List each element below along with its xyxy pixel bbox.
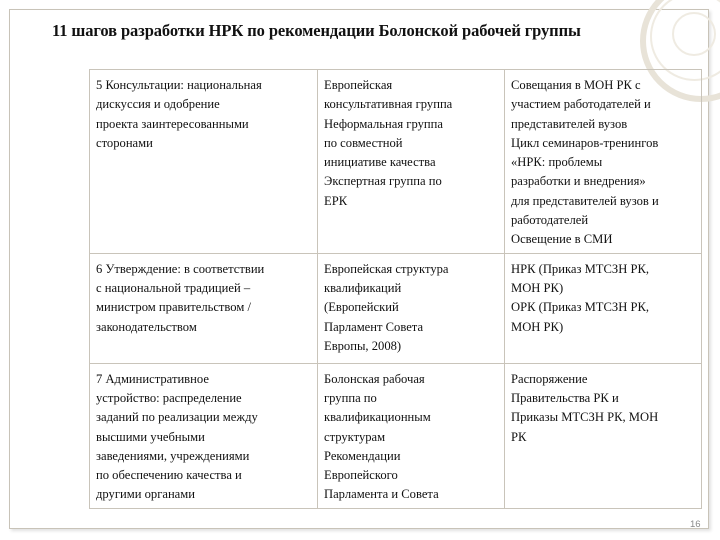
step-cell: 6 Утверждение: в соответствии с национальной традицией – министром правительством / законодательством xyxy=(90,253,318,363)
step-cell: 5 Консультации: национальная дискуссия и одобрение проекта заинтересованными сторонами xyxy=(90,70,318,254)
kazakhstan-cell: Распоряжение Правительства РК и Приказы МТСЗН РК, МОН РК xyxy=(505,363,702,508)
steps-table xyxy=(89,69,702,509)
slide-title: 11 шагов разработки НРК по рекомендации Болонской рабочей группы xyxy=(52,21,581,40)
european-cell: Европейская структура квалификаций (Европейский Парламент Совета Европы, 2008) xyxy=(318,253,505,363)
kazakhstan-cell: Совещания в МОН РК с участием работодателей и представителей вузов Цикл семинаров-тренингов «НРК: проблемы разработки и внедрения» для представителей вузов и работодателей Освещение в СМИ xyxy=(505,70,702,254)
european-cell: Европейская консультативная группа Неформальная группа по совместной инициативе качества Экспертная группа по ЕРК xyxy=(318,70,505,254)
table-row xyxy=(90,70,702,254)
table-row xyxy=(90,253,702,363)
table-row xyxy=(90,363,702,508)
step-cell: 7 Административное устройство: распределение заданий по реализации между высшими учебными заведениями, учреждениями по обеспечению качества и другими органами xyxy=(90,363,318,508)
european-cell: Болонская рабочая группа по квалификационным структурам Рекомендации Европейского Парламента и Совета xyxy=(318,363,505,508)
page-number: 16 xyxy=(690,519,701,530)
kazakhstan-cell: НРК (Приказ МТСЗН РК, МОН РК) ОРК (Приказ МТСЗН РК, МОН РК) xyxy=(505,253,702,363)
